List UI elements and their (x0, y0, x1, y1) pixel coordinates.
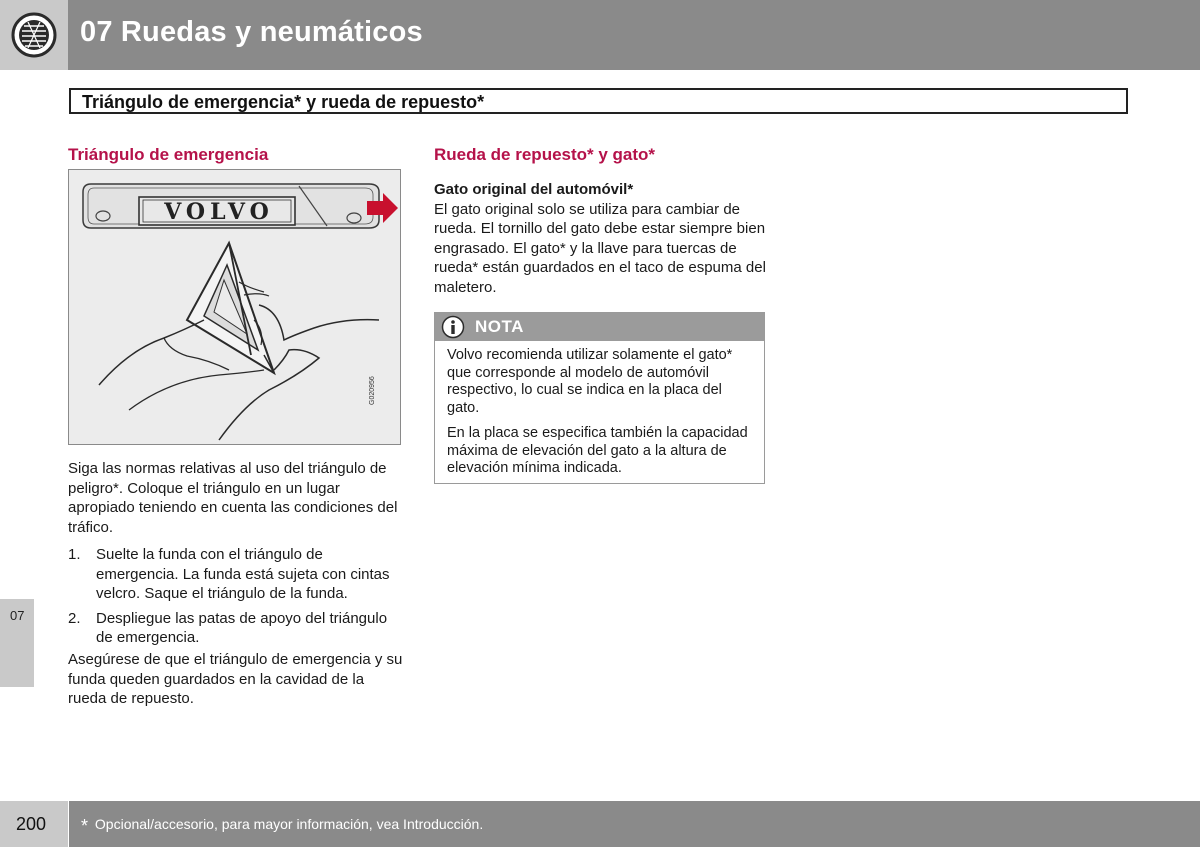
right-column-heading: Rueda de repuesto* y gato* (434, 145, 656, 164)
jack-paragraph: El gato original solo se utiliza para cambiar de rueda. El tornillo del gato debe estar siempre bien engrasado. El gato* y la llave para tuercas de rueda* están guardados en el taco de espuma del maletero. (434, 200, 766, 296)
steps-list (68, 545, 398, 653)
note-box (434, 312, 765, 484)
side-tab-label: 07 (10, 608, 25, 623)
note-header (435, 313, 764, 341)
section-title: Triángulo de emergencia* y rueda de repuesto* (82, 92, 485, 112)
note-label: NOTA (475, 317, 524, 336)
note-paragraph: Volvo recomienda utilizar solamente el gato* que corresponde al modelo de automóvil respectivo, lo cual se indica en la placa del gato. (447, 347, 733, 416)
page-number: 200 (16, 814, 47, 834)
warning-triangle-figure (68, 169, 401, 445)
chapter-side-tab (0, 599, 34, 687)
chapter-title: 07 Ruedas y neumáticos (80, 16, 423, 48)
note-body (447, 347, 752, 486)
list-item (68, 609, 398, 648)
left-column-heading: Triángulo de emergencia (68, 145, 269, 164)
right-body-text (434, 180, 770, 297)
page-number-box (0, 801, 68, 847)
footer-note-text: Opcional/accesorio, para mayor información, vea Introducción. (94, 816, 484, 832)
footer-asterisk: * (81, 816, 89, 836)
left-intro-text (68, 459, 404, 537)
note-paragraph: En la placa se especifica también la capacidad máxima de elevación del gato a la altura de elevación mínima indicada. (447, 425, 748, 476)
info-icon (441, 315, 465, 339)
step-text: Suelte la funda con el triángulo de emergencia. La funda está sujeta con cintas velcro. Saque el triángulo de la funda. (96, 546, 390, 602)
jack-subheading: Gato original del automóvil* (434, 181, 634, 198)
step-text: Despliegue las patas de apoyo del triángulo de emergencia. (96, 609, 388, 646)
step-number: 1. (68, 546, 81, 563)
intro-paragraph: Siga las normas relativas al uso del triángulo de peligro*. Coloque el triángulo en un lugar apropiado teniendo en cuenta las condiciones del tráfico. (68, 460, 398, 536)
section-title-box (69, 88, 1128, 114)
tire-icon (0, 0, 68, 70)
arrow-right-icon (367, 192, 399, 224)
step-number: 2. (68, 609, 81, 627)
left-closing-text (68, 650, 404, 709)
figure-code: G020956 (369, 376, 376, 405)
closing-paragraph: Asegúrese de que el triángulo de emergencia y su funda queden guardados en la cavidad de la rueda de repuesto. (68, 651, 403, 707)
footer-band (69, 801, 1200, 847)
chapter-icon-box (0, 0, 68, 70)
volvo-brand-text: VOLVO (164, 199, 274, 225)
list-item (68, 545, 398, 604)
footer-note (81, 816, 483, 837)
